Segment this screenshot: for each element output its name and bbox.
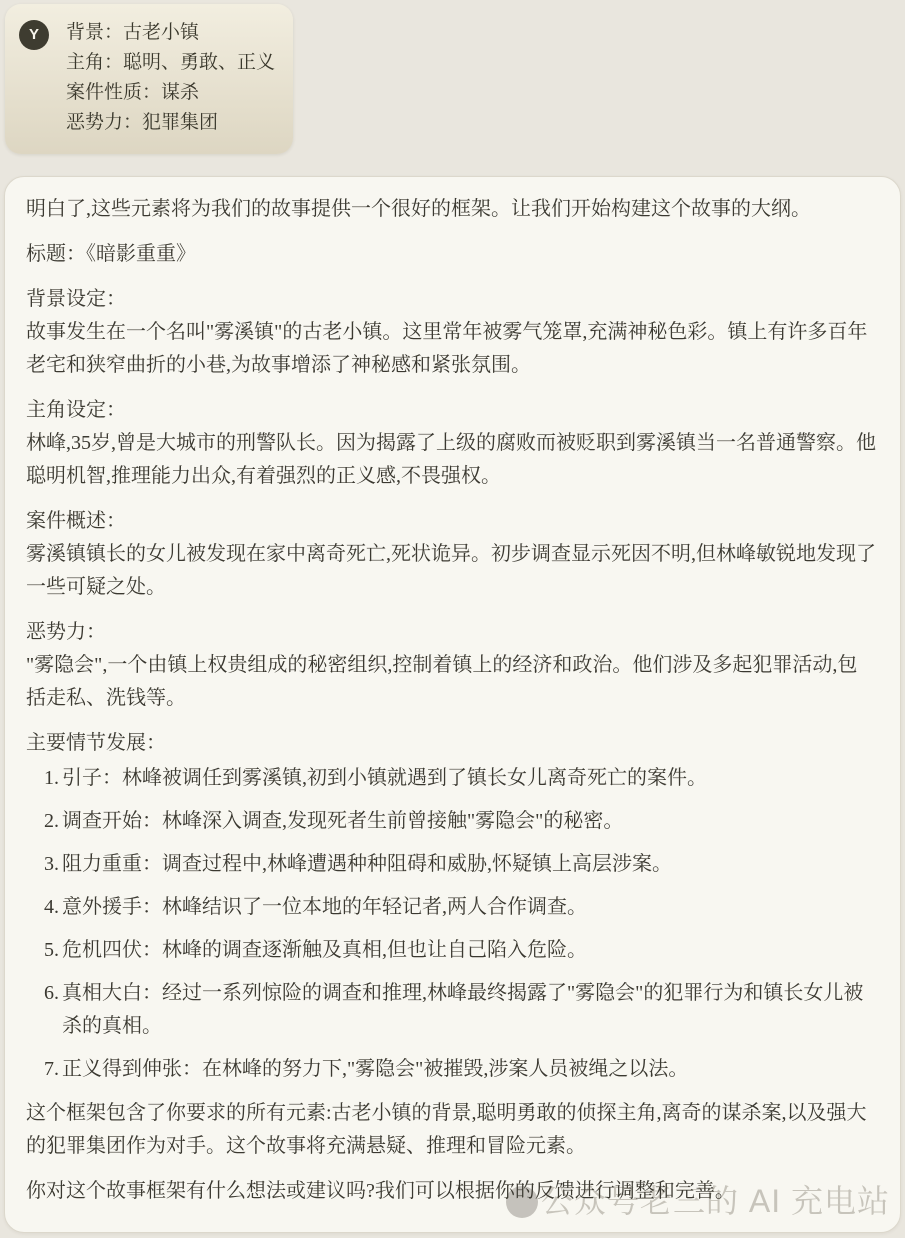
intro-paragraph: 明白了,这些元素将为我们的故事提供一个很好的框架。让我们开始构建这个故事的大纲。 [26,198,811,220]
plot-item-number: 2. [44,810,59,832]
plot-item-text: 正义得到伸张：在林峰的努力下,"雾隐会"被摧毁,涉案人员被绳之以法。 [62,1058,689,1080]
plot-item-number: 4. [44,896,59,918]
section-body: 林峰,35岁,曾是大城市的刑警队长。因为揭露了上级的腐败而被贬职到雾溪镇当一名普通警察。他聪明机智,推理能力出众,有着强烈的正义感,不畏强权。 [26,432,876,487]
plot-item-text: 意外援手：林峰结识了一位本地的年轻记者,两人合作调查。 [62,896,587,918]
plot-item-text: 引子：林峰被调任到雾溪镇,初到小镇就遇到了镇长女儿离奇死亡的案件。 [62,767,707,789]
closing-paragraph: 这个框架包含了你要求的所有元素:古老小镇的背景,聪明勇敢的侦探主角,离奇的谋杀案,以及强大的犯罪集团作为对手。这个故事将充满悬疑、推理和冒险元素。 [26,1102,867,1157]
plot-item-number: 6. [44,982,59,1004]
user-message-text [66,18,275,138]
plot-list [26,762,876,1086]
plot-item-1 [44,762,876,795]
plot-item-number: 1. [44,767,59,789]
plot-item-5 [44,934,876,967]
section-evil-force [26,616,876,715]
plot-item-4 [44,891,876,924]
section-heading: 恶势力： [26,621,106,643]
plot-item-text: 阻力重重：调查过程中,林峰遭遇种种阻碍和威胁,怀疑镇上高层涉案。 [62,853,672,875]
user-message-line: 背景：古老小镇 [66,22,200,43]
story-title-line: 标题：《暗影重重》 [26,243,196,265]
plot-item-text: 调查开始：林峰深入调查,发现死者生前曾接触"雾隐会"的秘密。 [62,810,624,832]
user-message-bubble [5,4,293,154]
feedback-question-paragraph: 你对这个故事框架有什么想法或建议吗?我们可以根据你的反馈进行调整和完善。 [26,1180,735,1202]
section-heading: 主角设定： [26,399,126,421]
section-heading: 背景设定： [26,288,126,310]
assistant-message-bubble [4,176,901,1233]
section-background-setting [26,283,876,382]
section-protagonist-setting [26,394,876,493]
section-body: 故事发生在一个名叫"雾溪镇"的古老小镇。这里常年被雾气笼罩,充满神秘色彩。镇上有许多百年老宅和狭窄曲折的小巷,为故事增添了神秘感和紧张氛围。 [26,321,868,376]
section-heading: 案件概述： [26,510,126,532]
plot-item-7 [44,1053,876,1086]
section-body: "雾隐会",一个由镇上权贵组成的秘密组织,控制着镇上的经济和政治。他们涉及多起犯罪活动,包括走私、洗钱等。 [26,654,858,709]
plot-heading: 主要情节发展： [26,732,166,754]
user-message-line: 主角：聪明、勇敢、正义 [66,52,276,73]
plot-item-number: 5. [44,939,59,961]
plot-item-6 [44,977,876,1043]
plot-item-number: 3. [44,853,59,875]
watermark-text: 公众号老三的 AI 充电站 [540,1183,890,1219]
user-message-line: 恶势力：犯罪集团 [66,112,219,133]
section-case-overview [26,505,876,604]
user-message-line: 案件性质：谋杀 [66,82,200,103]
plot-item-2 [44,805,876,838]
user-avatar: Y [19,20,49,50]
plot-item-3 [44,848,876,881]
section-body: 雾溪镇镇长的女儿被发现在家中离奇死亡,死状诡异。初步调查显示死因不明,但林峰敏锐地发现了一些可疑之处。 [26,543,876,598]
plot-item-text: 危机四伏：林峰的调查逐渐触及真相,但也让自己陷入危险。 [62,939,587,961]
plot-item-number: 7. [44,1058,59,1080]
plot-item-text: 真相大白：经过一系列惊险的调查和推理,林峰最终揭露了"雾隐会"的犯罪行为和镇长女儿被杀的真相。 [62,982,864,1037]
